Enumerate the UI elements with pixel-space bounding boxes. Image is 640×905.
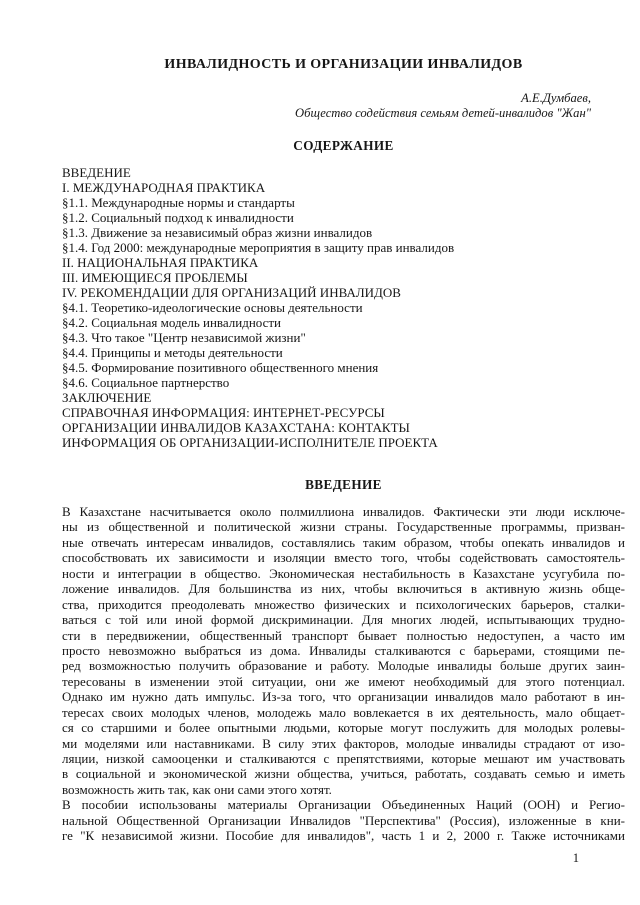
text-line: возможность жить так, как они сами этого хотят. bbox=[62, 781, 332, 797]
page-content bbox=[62, 0, 625, 844]
text-line: тересах своих молодых членов, молодежь мало вовлекается в их деятельность, мало общает- bbox=[62, 704, 625, 720]
toc-item: §1.4. Год 2000: международные мероприятия в защиту прав инвалидов bbox=[62, 240, 455, 255]
text-line: в социальной и экономической жизни общества, учиться, работать, создавать семью и иметь bbox=[62, 766, 625, 782]
text-line: ся со старшими и более опытными людьми, которые могут послужить для молодых ролевы- bbox=[62, 720, 625, 736]
toc-item: §4.6. Социальное партнерство bbox=[62, 375, 230, 390]
introduction-body bbox=[62, 504, 625, 844]
text-line: Однако им нужно дать импульс. Из-за того, что организации инвалидов мало работают в ин- bbox=[62, 689, 625, 705]
text-line: ми моделями или наставниками. В силу этих факторов, молодые инвалиды страдают от изо- bbox=[62, 735, 625, 751]
toc-item: §4.3. Что такое "Центр независимой жизни" bbox=[62, 330, 306, 345]
toc-item: §1.1. Международные нормы и стандарты bbox=[62, 195, 295, 210]
page-number: 1 bbox=[572, 851, 579, 865]
toc-item: ЗАКЛЮЧЕНИЕ bbox=[62, 390, 152, 405]
text-line: нальной Общественной Организации Инвалидов "Перспектива" (Россия), изложенные в кни- bbox=[62, 812, 625, 828]
text-line: ны из общественной и политической жизни страны. Государственные программы, призван- bbox=[62, 519, 625, 535]
text-line: ности и интеграции в общество. Экономическая нестабильность в Казахстане усугубила по- bbox=[62, 565, 625, 581]
toc-item: §1.2. Социальный подход к инвалидности bbox=[62, 210, 294, 225]
contents-heading: СОДЕРЖАНИЕ bbox=[293, 138, 394, 153]
byline bbox=[62, 91, 625, 121]
text-line: ные отвечать интересам инвалидов, составлялись таким образом, чтобы опекать инвалидов и bbox=[62, 534, 625, 550]
document-title: ИНВАЛИДНОСТЬ И ОРГАНИЗАЦИИ ИНВАЛИДОВ bbox=[164, 57, 523, 72]
text-line: ред возможностью получить образование и работу. Молодые инвалиды больше других заин- bbox=[62, 658, 625, 674]
text-line: ства, приходится преодолевать множество физических и психологических барьеров, сталки- bbox=[62, 596, 625, 612]
text-line: ге "К независимой жизни. Пособие для инвалидов", часть 1 и 2, 2000 г. Также источниками bbox=[62, 828, 625, 844]
toc-item: §4.4. Принципы и методы деятельности bbox=[62, 345, 283, 360]
text-line: В Казахстане насчитывается около полмиллиона инвалидов. Фактически эти люди исключе- bbox=[62, 504, 625, 519]
text-line: сти в передвижении, общественный транспорт бывает полностью недоступен, а часто им bbox=[62, 627, 625, 643]
byline-author: А.Е.Думбаев, bbox=[521, 91, 591, 105]
text-line: ляции, низкой самооценки и сталкиваются с препятствиями, которые мешают им участвовать bbox=[62, 751, 625, 766]
toc-item: ОРГАНИЗАЦИИ ИНВАЛИДОВ КАЗАХСТАНА: КОНТАКТЫ bbox=[62, 420, 410, 435]
toc-item: I. МЕЖДУНАРОДНАЯ ПРАКТИКА bbox=[62, 180, 266, 195]
toc-item: §4.1. Теоретико-идеологические основы деятельности bbox=[62, 300, 363, 315]
toc-item: IV. РЕКОМЕНДАЦИИ ДЛЯ ОРГАНИЗАЦИЙ ИНВАЛИДОВ bbox=[62, 285, 401, 300]
toc-item: III. ИМЕЮЩИЕСЯ ПРОБЛЕМЫ bbox=[62, 270, 248, 285]
table-of-contents bbox=[62, 165, 625, 450]
toc-item: ВВЕДЕНИЕ bbox=[62, 165, 131, 180]
text-line: способствовать их зависимости и изоляции вместо того, чтобы содействовать самостоятель- bbox=[62, 550, 625, 566]
toc-item: СПРАВОЧНАЯ ИНФОРМАЦИЯ: ИНТЕРНЕТ-РЕСУРСЫ bbox=[62, 405, 385, 420]
text-line: ваться с той или иной формой дискриминации. Для многих людей, испытывающих трудно- bbox=[62, 612, 625, 628]
toc-item: §4.2. Социальная модель инвалидности bbox=[62, 315, 282, 330]
toc-item: II. НАЦИОНАЛЬНАЯ ПРАКТИКА bbox=[62, 255, 259, 270]
byline-organization: Общество содействия семьям детей-инвалидов "Жан" bbox=[295, 106, 591, 120]
introduction-heading: ВВЕДЕНИЕ bbox=[305, 477, 382, 492]
text-line: тересованы в изменении этой ситуации, они же имеют необходимый для этого потенциал. bbox=[62, 673, 625, 689]
toc-item: §4.5. Формирование позитивного общественного мнения bbox=[62, 360, 379, 375]
text-line: просто невозможно выбраться из дома. Инвалиды сталкиваются с барьерами, стоящими пе- bbox=[62, 642, 625, 658]
text-line: В пособии использованы материалы Организации Объединенных Наций (ООН) и Регио- bbox=[62, 797, 625, 813]
toc-item: §1.3. Движение за независимый образ жизни инвалидов bbox=[62, 225, 373, 240]
toc-item: ИНФОРМАЦИЯ ОБ ОРГАНИЗАЦИИ-ИСПОЛНИТЕЛЕ ПРОЕКТА bbox=[62, 435, 438, 450]
text-line: ложение инвалидов. Для большинства из них, чтобы включиться в активную жизнь обще- bbox=[62, 581, 625, 597]
